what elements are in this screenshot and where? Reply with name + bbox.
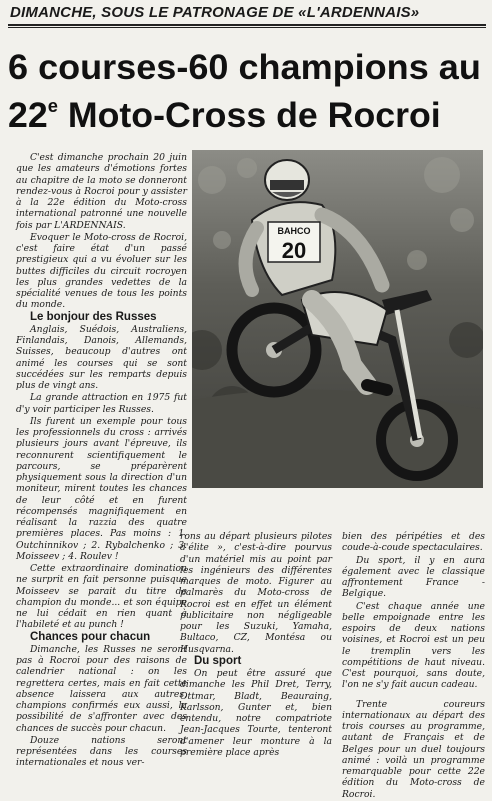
paragraph: C'est dimanche prochain 20 juin que les amateurs d'émotions fortes au chapitre de la moto se donneront rendez-vous à Rocroi pour y assister à la 22e édition du Moto-cross international patronné une nouvelle fois par L'ARDENNAIS. [16, 152, 187, 231]
paragraph: Trente coureurs internationaux au départ des trois courses au programme, autant de Français et de Belges pour un duel toujours animé : voilà un programme remarquable pour cette 22e édition du Moto-cross de Rocroi. [342, 698, 485, 800]
headline-line-1: 6 courses-60 champions au [8, 48, 481, 87]
headline-event-name: Moto-Cross de Rocroi [57, 96, 441, 135]
subheading-du-sport: Du sport [194, 654, 242, 667]
paragraph: Ils furent un exemple pour tous les professionnels du cross : arrivés plusieurs jours avant l'épreuve, ils reconnurent scientifiquement le parcours, se préparèrent physiquement sous la direction d'un moniteur, mirent toutes les chances de leur côté et en furent récompensés magnifiquement en réalisant la razzia des quatre premières places. Pas moins : 1. Outchinnikov ; 2. Rybalchenko ; 3. Moisseev ; 4. Roulev ! [16, 415, 187, 562]
article-column-3 [342, 531, 485, 801]
kicker-title: DIMANCHE, SOUS LE PATRONAGE DE «L'ARDENNAIS» [10, 4, 420, 21]
headline-edition-number: 22 [8, 96, 48, 135]
paragraph: Evoquer le Moto-cross de Rocroi, c'est faire état d'un passé prestigieux qui a vu évoluer sur les buttes difficiles du circuit rocroyen les plus grandes vedettes de la spécialité venues de tous les points du monde. [16, 231, 187, 311]
subheading-chances: Chances pour chacun [30, 630, 151, 643]
paragraph: Du sport, il y en aura également avec le classique affrontement France - Belgique. [342, 554, 485, 600]
motocross-photo [192, 150, 483, 488]
paragraph: Dimanche, les Russes ne seront pas à Rocroi pour des raisons de calendrier national : on les regrettera certes, mais en fait cette absence laissera aux autres, champions confirmés eux aussi, la possibilité de s'affronter avec des chances de succès pour chacun. [16, 643, 187, 734]
paragraph: Anglais, Suédois, Australiens, Finlandais, Danois, Allemands, Suisses, beaucoup d'autres ont animé les courses qui se sont succédées sur les remparts depuis plus de vingt ans. [16, 323, 187, 391]
article-column-1 [16, 152, 187, 770]
subheading-russes: Le bonjour des Russes [30, 310, 157, 323]
bib-number-text: 20 [281, 238, 307, 263]
paragraph: La grande attraction en 1975 fut d'y voir participer les Russes. [16, 392, 187, 415]
paragraph: bien des péripéties et des coude-à-coude spectaculaires. [342, 531, 485, 554]
motocross-rider-image [192, 150, 483, 488]
article-column-2 [180, 531, 332, 759]
paragraph: On peut être assuré que dimanche les Phil Dret, Terry, Ottmar, Bladt, Beauraing, Karlsson, Gunter et, bien entendu, notre compatriote Jean-Jacques Tourte, tenteront d'amener leur monture à la première place après [180, 668, 332, 758]
headline-line-2 [8, 96, 492, 136]
paragraph: rons au départ plusieurs pilotes d'élite », c'est-à-dire pourvus d'un matériel mis au point par les ingénieurs des différentes marques de moto. Figurer au palmarès du Moto-cross de Rocroi est en effet un élément publicitaire non négligeable pour les Suzuki, Yamaha, Bultaco, CZ, Montésa ou Husqvarna. [180, 531, 332, 655]
paragraph: Douze nations seront représentées dans les courses internationales et nous ver- [16, 734, 187, 769]
bib-brand-text: BAHCO [277, 226, 311, 236]
paragraph: Cette extraordinaire domination ne surprit en fait personne puisque Moisseev se parait du titre de champion du monde... et son équipe ne lui cédait en rien quant à l'habileté et au punch ! [16, 563, 187, 631]
top-rule-thin [8, 27, 486, 28]
headline-edition-suffix: e [47, 96, 58, 117]
paragraph: C'est chaque année une belle empoignade entre les espoirs de deux nations voisines, et Rocroi est un peu le tremplin vers les compétitions de haut niveau. C'est pourquoi, sans doute, l'on ne s'y fait aucun cadeau. [342, 600, 485, 691]
top-rule [8, 24, 486, 26]
